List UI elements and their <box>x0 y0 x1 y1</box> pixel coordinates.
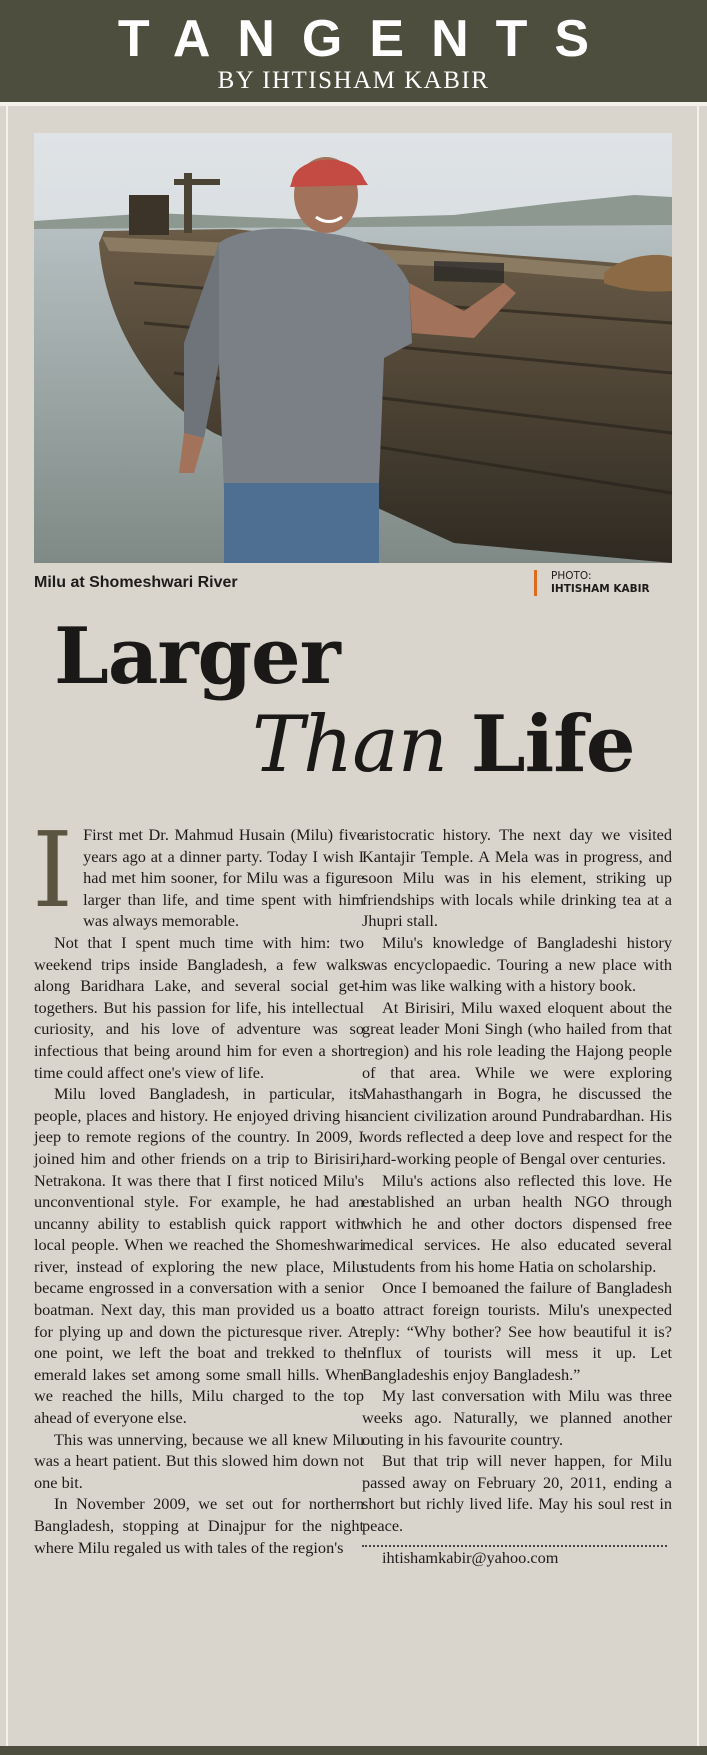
masthead <box>0 0 707 106</box>
article-paragraph: Once I bemoaned the failure of Bangladesh to attract foreign tourists. Milu's unexpected reply: “Why bother? See how beautiful it is? Influx of tourists will mess it up. Let Bangladeshis enjoy Bangladesh.” <box>362 1278 672 1384</box>
masthead-byline: BY IHTISHAM KABIR <box>217 67 490 94</box>
article-paragraph <box>32 809 364 932</box>
photo-illustration <box>34 133 672 563</box>
headline-bold: Life <box>470 699 635 790</box>
article-paragraph: Milu loved Bangladesh, in particular, its people, places and history. He enjoyed driving his jeep to remote regions of the country. In 2009, I joined him and other friends on a trip to Birisiri, Netrakona. It was there that I first noticed Milu's unconventional style. For example, he had an uncanny ability to establish quick rapport with local people. When we reached the Shomeshwari river, instead of exploring the new place, Milu became engrossed in a conversation with a senior boatman. Next day, this man provided us a boat for plying up and down the picturesque river. At one point, we left the boat and trekked to the emerald lakes set among some small hills. When we reached the hills, Milu charged to the top ahead of everyone else. <box>34 1084 364 1428</box>
masthead-title: TANGENTS <box>117 10 617 68</box>
headline-italic: Than <box>252 700 447 790</box>
article-paragraph: At Birisiri, Milu waxed eloquent about the great leader Moni Singh (who hailed from that region) and his role leading the Hajong people of that area. While we were exploring Mahasthangarh in Bogra, he discussed the ancient civilization around Pundrabardhan. His words reflected a deep love and respect for the hard-working people of Bengal over centuries. <box>362 997 672 1168</box>
bottom-bar <box>0 1746 707 1755</box>
author-email[interactable]: ihtishamkabir@yahoo.com <box>382 1547 559 1567</box>
photo-credit-name: IHTISHAM KABIR <box>551 583 650 595</box>
photo-caption: Milu at Shomeshwari River <box>34 574 238 591</box>
drop-cap: I <box>32 809 74 931</box>
paragraph-text: First met Dr. Mahmud Husain (Milu) five years ago at a dinner party. Today I wish I had met him sooner, for Milu was a figure larger than life, and time spent with him was always memorable. <box>83 825 364 931</box>
headline-line1: Larger <box>54 611 340 702</box>
article-paragraph: But that trip will never happen, for Milu passed away on February 20, 2011, ending a short but richly lived life. May his soul rest in peace. <box>362 1451 672 1535</box>
photo-credit-label: PHOTO: <box>551 570 592 582</box>
article-paragraph: This was unnerving, because we all knew Milu was a heart patient. But this slowed him down not one bit. <box>34 1429 364 1492</box>
article-paragraph: Not that I spent much time with him: two weekend trips inside Bangladesh, a few walks along Baridhara Lake, and several social get-togethers. But his passion for life, his intellectual curiosity, and his love of adventure was so infectious that being around him for even a short time could affect one's view of life. <box>34 932 364 1082</box>
article-paragraph-continued: aristocratic history. The next day we visited Kantajir Temple. A Mela was in progress, and soon Milu was in his element, striking up friendships with locals while drinking tea at a Jhupri stall. <box>362 825 672 931</box>
article-paragraph: My last conversation with Milu was three weeks ago. Naturally, we planned another outing in his favourite country. <box>362 1386 672 1449</box>
article-column-right <box>362 824 672 1568</box>
photo-credit <box>534 570 650 596</box>
article-photo <box>34 133 672 563</box>
article-column-left <box>32 809 364 1558</box>
article-paragraph: Milu's actions also reflected this love. He established an urban health NGO through which he and other doctors dispensed free medical services. He also educated several students from his home Hatia on scholarship. <box>362 1170 672 1276</box>
article-paragraph: In November 2009, we set out for northern Bangladesh, stopping at Dinajpur for the night where Milu regaled us with tales of the region's <box>34 1494 364 1557</box>
headline-line2 <box>252 700 634 790</box>
article-paragraph: Milu's knowledge of Bangladeshi history was encyclopaedic. Touring a new place with him was like walking with a history book. <box>362 932 672 996</box>
